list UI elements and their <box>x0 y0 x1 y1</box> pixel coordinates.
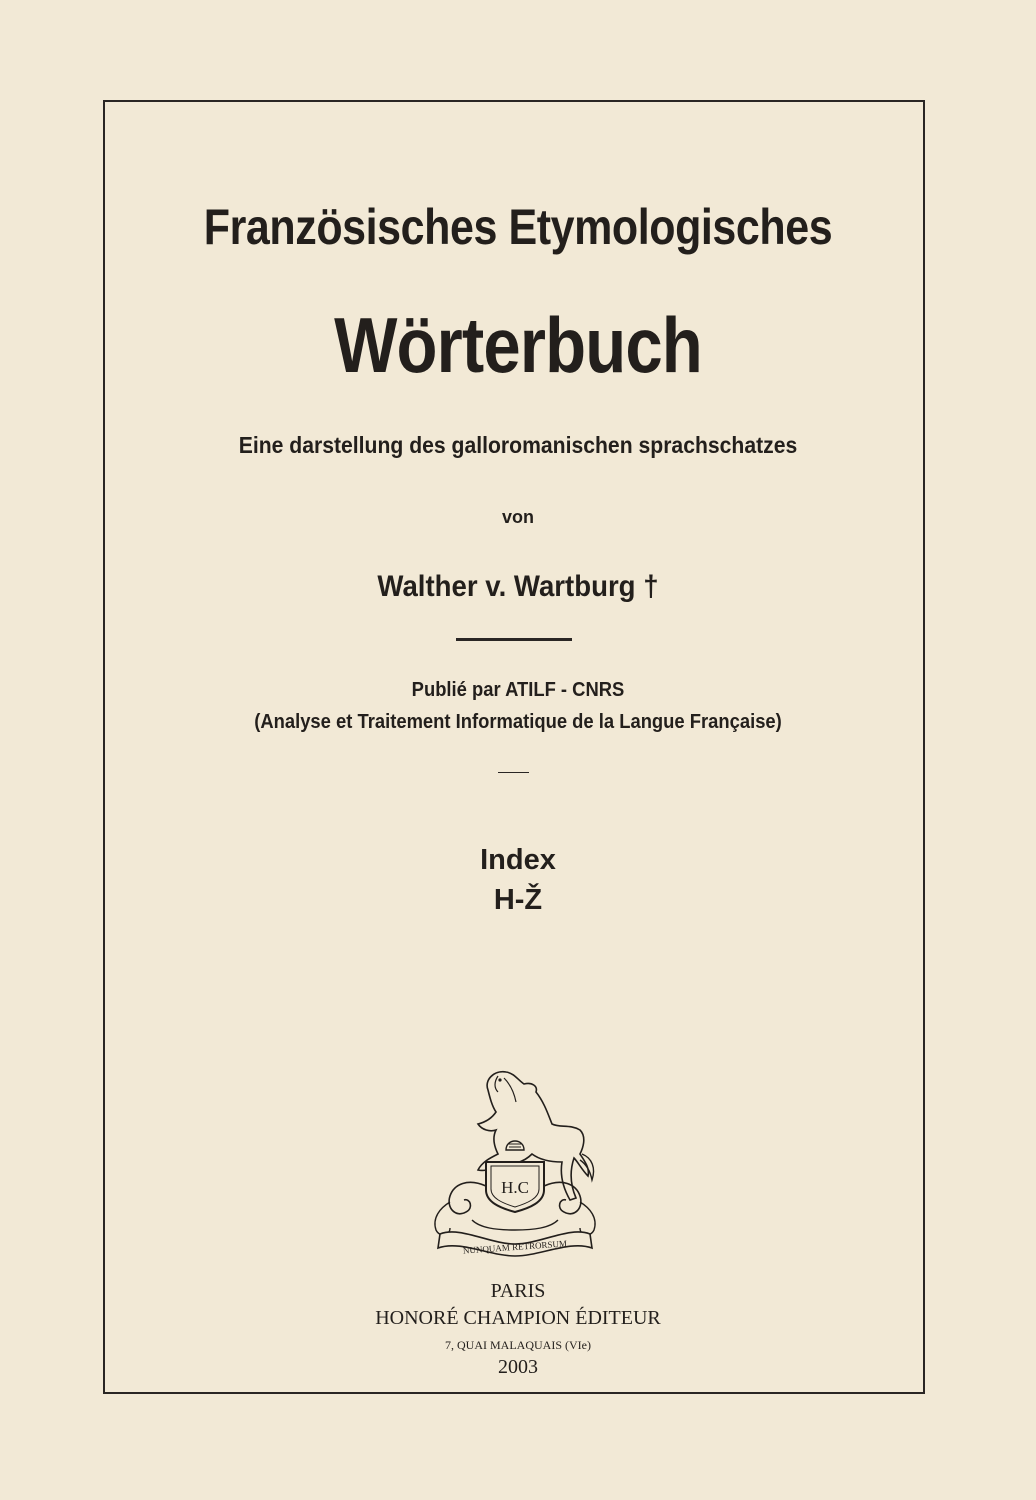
divider-rule <box>456 638 572 641</box>
volume-title: Index <box>480 844 556 876</box>
logo-monogram: H.C <box>501 1178 529 1197</box>
title-line-2: Wörterbuch <box>334 301 702 389</box>
author-name: Walther v. Wartburg † <box>377 570 659 603</box>
imprint-publisher: HONORÉ CHAMPION ÉDITEUR <box>375 1307 661 1329</box>
title-line-1: Französisches Etymologisches <box>203 199 833 255</box>
subtitle: Eine darstellung des galloromanischen sprachschatzes <box>238 432 798 458</box>
publisher-logo-horse-icon <box>420 1058 610 1258</box>
published-by: Publié par ATILF - CNRS <box>411 679 625 701</box>
institution-name: (Analyse et Traitement Informatique de la Langue Française) <box>254 711 782 733</box>
imprint-city: PARIS <box>490 1280 546 1302</box>
logo-motto: NUNQUAM RETRORSUM <box>462 1238 568 1256</box>
by-label: von <box>501 507 534 527</box>
imprint-year: 2003 <box>498 1356 538 1378</box>
imprint-address: 7, QUAI MALAQUAIS (VIe) <box>445 1338 591 1352</box>
volume-range: H-Ž <box>493 884 543 916</box>
short-divider <box>498 772 529 773</box>
